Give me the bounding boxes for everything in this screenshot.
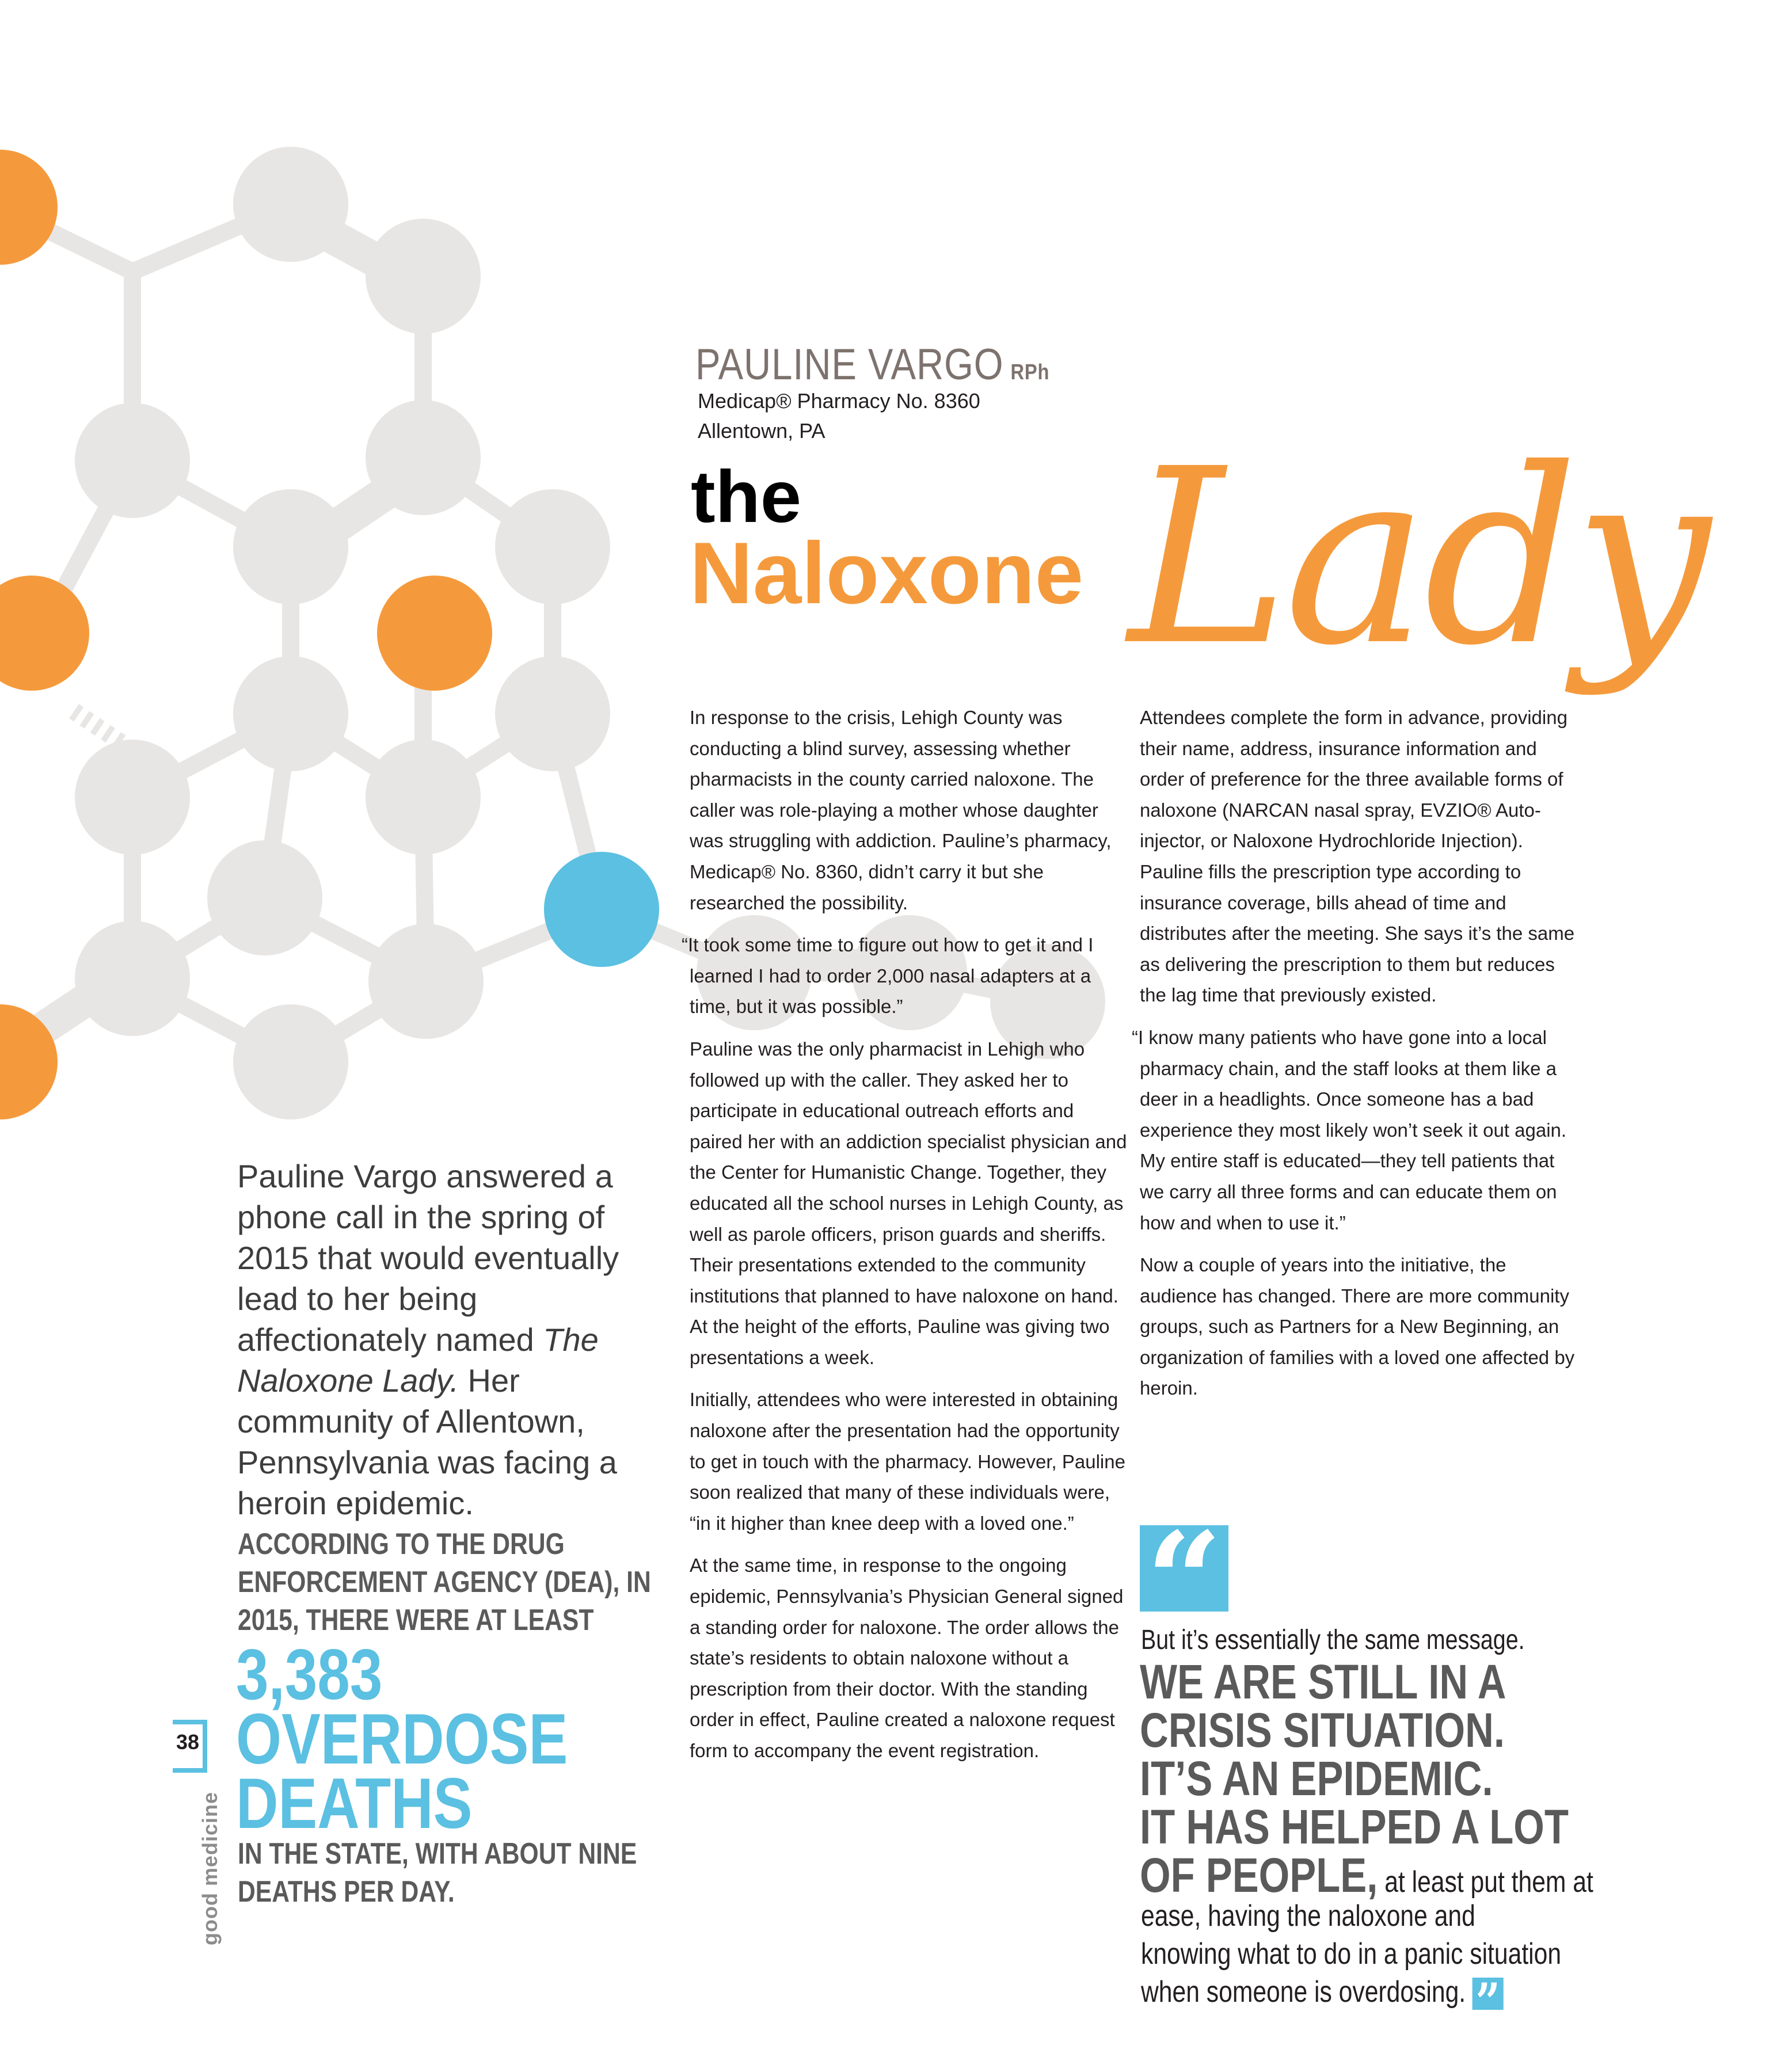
author-location: Allentown, PA — [698, 419, 825, 443]
author-pharmacy: Medicap® Pharmacy No. 8360 — [698, 389, 980, 413]
col2-paragraph-1: Attendees complete the form in advance, providing their name, address, insurance information and order of preference for the three available forms of naloxone (NARCAN nasal spray, EVZIO® Auto-injector, or Naloxone Hydrochloride Injection). Pauline fills the prescription type according to insurance coverage, bills ahead of time and distributes after the meeting. She says it’s the same as delivering the prescription to them but reduces the lag time that previously existed. — [1140, 707, 1575, 1006]
col2-paragraph-3: Now a couple of years into the initiative, the audience has changed. There are more community groups, such as Partners for a New Beginning, an organization of families with a loved one affected by heroin. — [1140, 1254, 1575, 1399]
article-column-2 — [1132, 702, 1577, 1415]
col1-paragraph-4: At the same time, in response to the ongoing epidemic, Pennsylvania’s Physician General signed a standing order for naloxone. The order allows the state’s residents to obtain naloxone without a prescription from their doctor. With the standing order in effect, Pauline created a naloxone request form to accompany the event registration. — [690, 1555, 1124, 1761]
title-lady: Lady — [1128, 417, 1706, 699]
stat-number: 3,383 — [236, 1635, 383, 1715]
pullquote-lead: But it’s essentially the same message. — [1141, 1625, 1525, 1655]
page-number-box — [173, 1720, 207, 1773]
close-quote-icon: ” — [1473, 1978, 1504, 2010]
article-column-1 — [682, 702, 1127, 1778]
intro-text-1: Pauline Vargo answered a phone call in the spring of 2015 that would eventually lead to her being affectionately named — [237, 1158, 619, 1358]
col1-quote: “It took some time to figure out how to get it and I learned I had to order 2,000 nasal adapters at a time, but it was possible.” — [682, 934, 1094, 1018]
open-quote-mark: “ — [1146, 1503, 1223, 1659]
pullquote-rest-text: ease, having the naloxone and knowing what to do in a panic situation when someone is overdosing. — [1141, 1899, 1562, 2009]
author-name — [695, 340, 1049, 390]
pullquote-line-5: OF PEOPLE, — [1140, 1848, 1378, 1902]
intro-paragraph — [237, 1156, 663, 1523]
section-label: good medicine — [198, 1791, 222, 1945]
stat-overdose: OVERDOSE — [236, 1700, 568, 1779]
intro-text-2: Her community of Allentown, Pennsylvania was facing a heroin epidemic. — [237, 1362, 617, 1521]
pullquote-line-2: CRISIS SITUATION. — [1140, 1703, 1505, 1757]
col2-quote: “I know many patients who have gone into a local pharmacy chain, and the staff looks at them like a deer in a headlights. Once someone has a bad experience they most likely won’t seek it out again. My entire staff is educated—they tell patients that we carry all three forms and can educate them on how and when to use it.” — [1132, 1026, 1567, 1233]
author-name-text: PAULINE VARGO — [695, 340, 1004, 389]
stat-deaths: DEATHS — [236, 1764, 473, 1844]
page-number: 38 — [176, 1730, 200, 1754]
title-the: the — [691, 456, 801, 538]
pullquote-rest — [1141, 1897, 1566, 2011]
pullquote-line-4: IT HAS HELPED A LOT — [1140, 1800, 1569, 1854]
intro-italic: The Naloxone Lady. — [237, 1321, 599, 1399]
pullquote-line-1: WE ARE STILL IN A — [1140, 1655, 1506, 1709]
title-naloxone: Naloxone — [690, 524, 1084, 622]
pullquote-line-3: IT’S AN EPIDEMIC. — [1140, 1751, 1493, 1806]
stat-tail: IN THE STATE, WITH ABOUT NINE DEATHS PER DAY. — [238, 1837, 637, 1909]
col1-paragraph-1: In response to the crisis, Lehigh County was conducting a blind survey, assessing whether pharmacists in the county carried naloxone. The caller was role-playing a mother whose daughter was struggling with addiction. Pauline’s pharmacy, Medicap® No. 8360, didn’t carry it but she researched the possibility. — [690, 707, 1112, 913]
col1-paragraph-3: Initially, attendees who were interested in obtaining naloxone after the presentation had the opportunity to get in touch with the pharmacy. However, Pauline soon realized that many of these individuals were, “in it higher than knee deep with a loved one.” — [690, 1389, 1125, 1534]
pullquote-tail: at least put them at — [1378, 1865, 1593, 1899]
stat-lead: ACCORDING TO THE DRUG ENFORCEMENT AGENCY (DEA), IN 2015, THERE WERE AT LEAST — [238, 1528, 651, 1637]
pullquote-emphasis — [1140, 1655, 1659, 1906]
open-quote-icon — [1140, 1503, 1228, 1659]
author-credential: RPh — [1010, 360, 1050, 384]
col1-paragraph-2: Pauline was the only pharmacist in Lehigh who followed up with the caller. They asked her to participate in educational outreach efforts and paired her with an addiction specialist physician and the Center for Humanistic Change. Together, they educated all the school nurses in Lehigh County, as well as parole officers, prison guards and sheriffs. Their presentations extended to the community institutions that planned to have naloxone on hand. At the height of the efforts, Pauline was giving two presentations a week. — [690, 1038, 1127, 1368]
